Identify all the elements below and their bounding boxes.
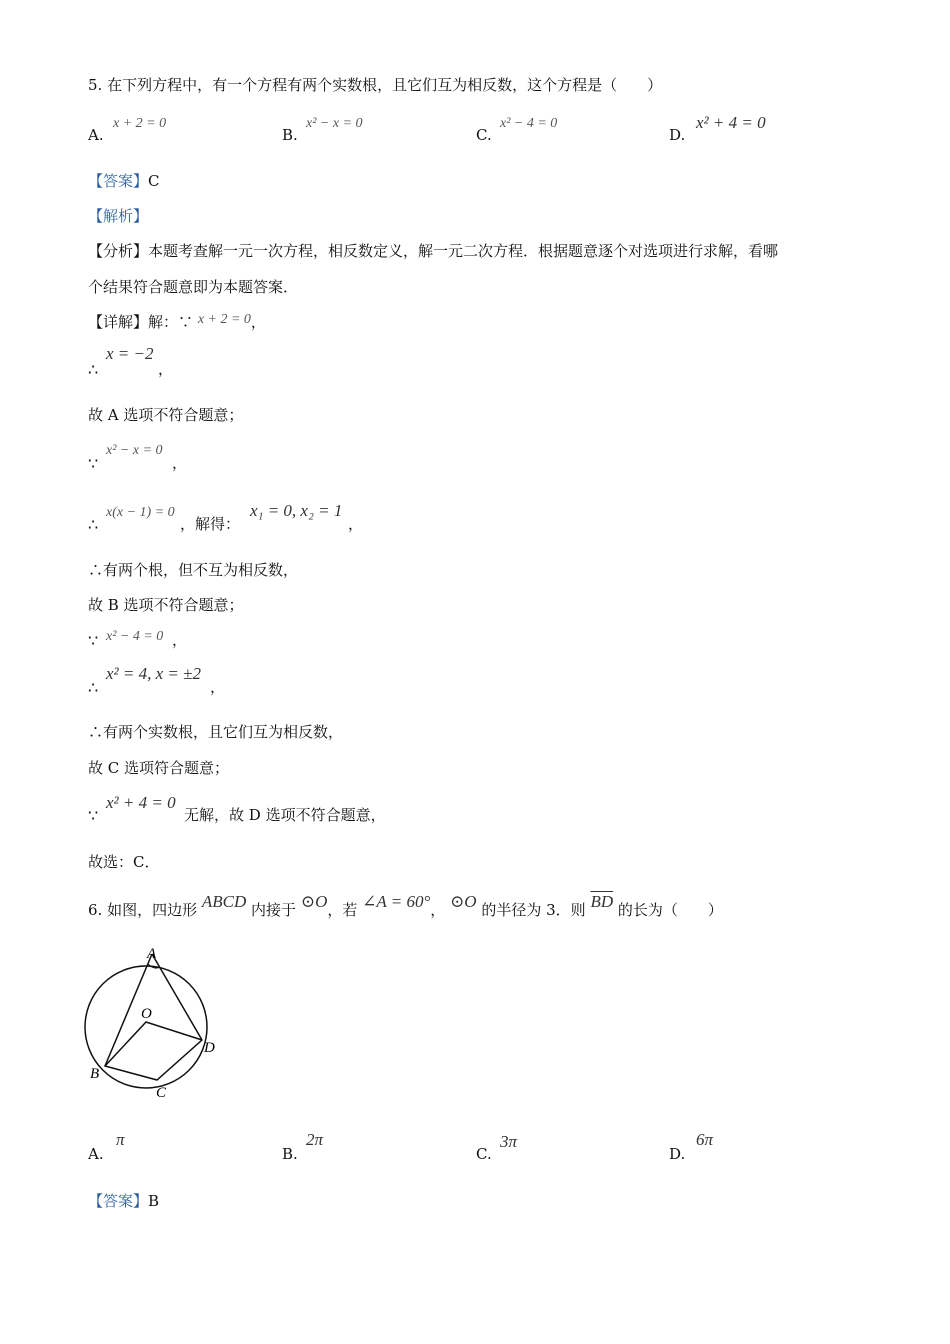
analysis-tag: 【解析】 — [88, 207, 149, 225]
q5-option-c-label: C. — [476, 126, 492, 144]
comma: ， — [210, 678, 226, 696]
a-result: x = −2 — [106, 344, 154, 363]
q6-stem-math: ⊙O — [300, 892, 328, 911]
q5-option-d-expr: x² + 4 = 0 — [696, 113, 766, 132]
q5-option-a-label: A. — [88, 126, 104, 144]
b-note: ∴有两个根，但不互为相反数， — [88, 561, 299, 579]
detail-line — [88, 313, 266, 333]
because-symbol: ∵ — [88, 806, 99, 825]
circle-o — [85, 966, 207, 1088]
q6-stem-part: 的半径为 3．则 — [481, 901, 586, 919]
fenxi-line-2: 个结果符合题意即为本题答案． — [88, 278, 299, 296]
q6-stem-part: 内接于 — [251, 901, 297, 919]
q5-option-c-expr: x² − 4 = 0 — [500, 116, 558, 131]
detail-lead: 解：∵ — [148, 313, 194, 331]
q6-stem-math: ∠A = 60° — [362, 892, 431, 911]
therefore-symbol: ∴ — [88, 515, 99, 534]
b-factor: x(x − 1) = 0 — [106, 505, 175, 520]
d-given: x² + 4 = 0 — [106, 793, 176, 812]
detail-tag: 【详解】 — [88, 313, 149, 331]
fenxi-line-1 — [88, 242, 778, 260]
c-given: x² − 4 = 0 — [106, 629, 164, 644]
fenxi-tag: 【分析】 — [88, 242, 149, 260]
label-c: C — [156, 1085, 167, 1101]
c-note: ∴有两个实数根，且它们互为相反数， — [88, 723, 344, 741]
radii-ob-od — [105, 1022, 202, 1066]
q6-option-d-label: D. — [669, 1145, 686, 1163]
d-conclusion: 无解，故 D 选项不符合题意， — [184, 806, 386, 824]
quadrilateral-abcd — [105, 954, 202, 1080]
circle-figure — [80, 940, 220, 1105]
q5-option-b-label: B. — [282, 126, 298, 144]
c-result: x² = 4, x = ±2 — [106, 664, 201, 683]
because-symbol: ∵ — [88, 631, 99, 650]
q5-option-a-expr: x + 2 = 0 — [113, 116, 167, 131]
because-symbol: ∵ — [88, 454, 99, 473]
q6-stem-math: ⊙O — [450, 892, 477, 911]
q6-option-a-expr: π — [116, 1130, 125, 1149]
fenxi-text-1: 本题考查解一元一次方程，相反数定义，解一元二次方程．根据题意逐个对选项进行求解，看哪 — [148, 242, 779, 260]
q6-stem-part: 6. 如图，四边形 — [88, 901, 198, 919]
label-b: B — [90, 1066, 100, 1082]
answer-tag: 【答案】 — [88, 1192, 149, 1210]
q6-stem-part: ，若 — [327, 901, 358, 919]
therefore-symbol: ∴ — [88, 678, 99, 697]
b-roots: x₁ = 0, x₂ = 1 — [250, 501, 343, 520]
q6-stem-part: 的长为（ ） — [617, 901, 723, 919]
b-conclusion: 故 B 选项不符合题意； — [88, 596, 244, 614]
comma: ， — [348, 515, 364, 533]
q6-stem-math: $\overline{BD}$ — [590, 892, 614, 911]
c-conclusion: 故 C 选项符合题意； — [88, 759, 230, 777]
comma: ， — [172, 454, 188, 472]
label-d: D — [204, 1040, 215, 1056]
comma: ， — [250, 313, 266, 331]
therefore-symbol: ∴ — [88, 360, 99, 379]
label-a: A — [147, 946, 157, 962]
a-conclusion: 故 A 选项不符合题意； — [88, 406, 244, 424]
final-choice: 故选：C． — [88, 853, 160, 871]
q5-option-d-label: D. — [669, 126, 686, 144]
answer-tag: 【答案】 — [88, 172, 149, 190]
q5-stem: 5. 在下列方程中，有一个方程有两个实数根，且它们互为相反数，这个方程是（ ） — [88, 76, 663, 94]
q6-option-b-expr: 2π — [306, 1130, 324, 1149]
answer-value: C — [148, 172, 160, 190]
q6-option-b-label: B. — [282, 1145, 298, 1163]
q6-stem-part: ， — [430, 901, 446, 919]
q6-stem-math: ABCD — [201, 892, 247, 911]
q6-option-c-expr: 3π — [500, 1132, 518, 1151]
comma: ， — [158, 360, 174, 378]
q6-stem — [88, 892, 723, 920]
comma: ， — [172, 631, 188, 649]
q5-answer — [88, 172, 160, 190]
b-solve-text: ，解得： — [180, 515, 241, 533]
q6-answer — [88, 1192, 159, 1210]
b-given: x² − x = 0 — [106, 443, 163, 458]
answer-value: B — [148, 1192, 160, 1210]
q6-option-a-label: A. — [88, 1145, 104, 1163]
q5-option-b-expr: x² − x = 0 — [306, 116, 363, 131]
q6-option-d-expr: 6π — [696, 1130, 714, 1149]
label-o: O — [141, 1006, 152, 1022]
q6-option-c-label: C. — [476, 1145, 492, 1163]
detail-expr: x + 2 = 0 — [197, 312, 251, 327]
